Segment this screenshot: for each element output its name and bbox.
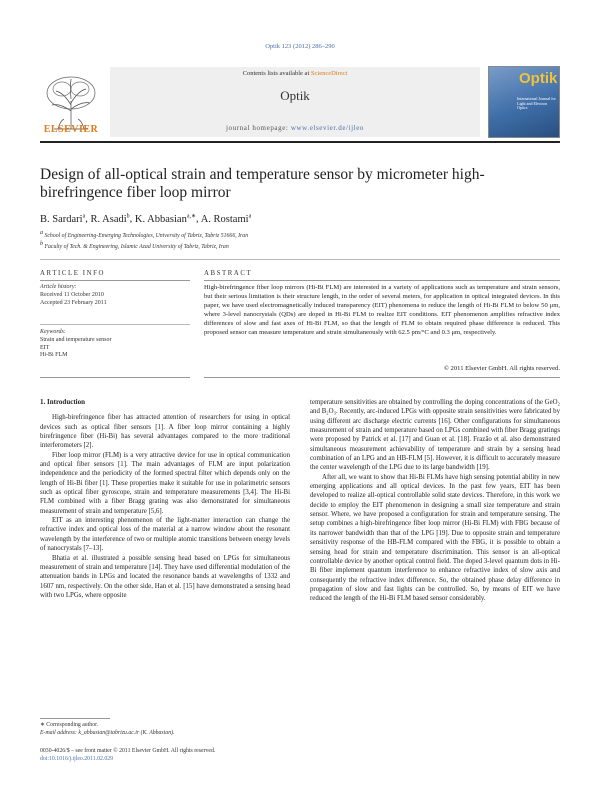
copyright-notice: © 2011 Elsevier GmbH. All rights reserved.	[443, 365, 560, 372]
author-name: K. Abbasian	[134, 213, 187, 225]
section-heading: 1. Introduction	[40, 398, 85, 406]
article-history	[40, 284, 190, 307]
affiliation-sup: b	[40, 240, 43, 247]
issn-line: 0030-4026/$ – see front matter © 2011 Elsevier GmbH. All rights reserved.	[40, 748, 216, 754]
affiliation-text: School of Engineering-Emerging Technologies, University of Tabriz, Tabriz 51666, Iran	[44, 232, 249, 239]
journal-homepage	[110, 124, 480, 132]
affiliation-text: Faculty of Tech. & Engineering, Islamic Azad University of Tabriz, Tabriz, Iran	[44, 243, 229, 250]
author-name: B. Sardari	[40, 213, 83, 225]
author-sup: b	[126, 213, 130, 219]
divider	[204, 377, 560, 378]
elsevier-wordmark: ELSEVIER	[43, 124, 99, 135]
author[interactable]	[40, 214, 85, 225]
article-info-heading: ARTICLE INFO	[40, 270, 106, 277]
doi-link[interactable]: doi:10.1016/j.ijleo.2011.02.029	[40, 755, 114, 762]
paragraph: Bhatia et al. illustrated a possible sensing head based on LPGs for simultaneous measurement of strain and temperature [14]. They have used differential modulation of the attenuation bands in LPGs and located the resonance bands at wavelengths of 1332 and 1607 nm, respectively. On the other side, Han et al. [15] have demonstrated a sensing head with two LPGs, where opposite	[40, 554, 290, 599]
homepage-prefix: journal homepage:	[225, 124, 291, 132]
author[interactable]	[135, 214, 196, 225]
paragraph: After all, we want to show that Hi-Bi FLMs have high sensing potential ability in new emerging applications and all optical devices. In the past few years, EIT has been developed to realize all-optical controllable solid state devices. Therefore, in this work we decide to employ the EIT phenomenon in designing a small size temperature and strain sensor. Where, we have proposed a configuration for strain and temperature sensing. The setup combines a high-birefringence fiber loop mirror (Hi-Bi FLM) with FBG because of its narrower bandwidth than that of the LPG [19]. Due to opposite strain and temperature sensitivity response of the HB-FLM compared with the FBG, it is possible to obtain a sensing head for strain and temperature discrimination. This sensor is an all-optical controllable device by another optical control field. The doped 3-level quantum dots in Hi-Bi fiber implement quantum interference to enhance refractive index of slow axis and consequently the refractive index difference. So, the obtained phase delay difference in propagation of slow and fast lights can be controlled. So, by means of EIT we have reduced the length of the Hi-Bi FLM based sensor considerably.	[310, 473, 560, 603]
contents-prefix: Contents lists available at	[242, 70, 311, 77]
journal-name: Optik	[280, 88, 310, 103]
footnotes	[40, 722, 290, 737]
author[interactable]	[201, 214, 252, 225]
paper-title: Design of all-optical strain and temperature sensor by micrometer high-birefringence fiber loop mirror	[40, 166, 485, 201]
paragraph: Fiber loop mirror (FLM) is a very attractive device for use in optical communication and optical fiber sensors [1]. The main advantages of FLM are input polarization independence and the periodicity of the formed spectral filter which depends only on the length of Hi-Bi fiber [1]. These properties make it suitable for use in polarimetric sensors such as optical fiber gyroscope, strain and temperature measurements [3,4]. The Hi-Bi FLM combined with a fiber Bragg grating was also demonstrated for simultaneous measurement of strain and temperature [5,6].	[40, 451, 290, 515]
author-name: A. Rostami	[200, 213, 249, 225]
body-column-right	[310, 398, 560, 604]
corresponding-author-note: ∗ Corresponding author.	[40, 722, 99, 728]
abstract-text: High-birefringence fiber loop mirrors (Hi-Bi FLM) are interested in a variety of applications such as temperature and strain sensors, but their serious limitation is their structure length, in the order of several meters, for application in optical integrated devices. In this paper, we have used electromagnetically induced transparency (EIT) phenomena to reduce the length of Hi-Bi FLM to below 50 μm, where 3-level nanocrystals (QDs) are doped in Hi-Bi FLM to realize EIT conditions. EIT phenomenon amplifies refractive index differences of slow and fast axes of Hi-Bi FLM, so that the length of FLM to obtain required phase difference is reduced. This proposed sensor can measure temperature and strain simultaneously with 62.5 pm/°C and 0.3 μm, respectively.	[204, 284, 560, 337]
affiliation	[40, 229, 560, 240]
keyword: Strain and temperature sensor	[40, 336, 112, 343]
affiliation-sup: a	[40, 230, 43, 236]
footnote-divider	[40, 718, 110, 719]
affiliations	[40, 229, 560, 251]
author-sup: a	[248, 213, 252, 219]
sciencedirect-link[interactable]: ScienceDirect	[310, 70, 348, 77]
history-label: Article history:	[40, 284, 77, 290]
divider	[40, 324, 190, 325]
cover-title: Optik	[519, 70, 558, 87]
keyword: Hi-Bi FLM	[40, 352, 68, 359]
author-list: B. Sardari$^a$, R. Asadi$^b$, K. Abbasian$^{a,∗}$, A. Rostami$^a$	[40, 213, 252, 225]
tree-icon	[47, 77, 95, 129]
abstract-heading: ABSTRACT	[204, 270, 253, 277]
keyword: EIT	[40, 344, 50, 351]
divider	[204, 280, 560, 281]
paragraph: temperature sensitivities are obtained by controlling the doping concentrations of the GeO₂ and B₂O₃. Recently, arc-induced LPGs with opposite strain sensitivities were fabricated by using different arc discharge electric currents [16]. Other configurations for simultaneous measurement of strain and temperature based on LPGs combined with fiber Bragg gratings were proposed by Patrick et al. [17] and Guan et al. [18]. Frazão et al. also demonstrated simultaneous measurement achievability of temperature and strain by a sensing head combination of an LPG and an HB-FLM [5]. However, it is difficult to accurately measure the center wavelength of the LPG due to its large bandwidth [19].	[310, 399, 560, 472]
author-name: R. Asadi	[90, 213, 127, 225]
divider	[40, 259, 560, 260]
keywords	[40, 329, 190, 360]
divider	[40, 280, 190, 281]
author-sup: a	[82, 213, 86, 219]
keywords-label: Keywords:	[40, 329, 66, 335]
paragraph: EIT as an interesting phenomenon of the light-matter interaction can change the refractive index and optical loss of the material at a narrow window about the resonant wavelength by the interference of two or multiple atomic transitions between energy levels of nanocrystals [7–13].	[40, 517, 290, 553]
affiliation	[40, 240, 560, 251]
divider	[40, 377, 190, 378]
publication-info	[40, 748, 290, 763]
contents-line	[110, 70, 480, 77]
author-sup: a,∗	[186, 213, 197, 219]
journal-cover-thumbnail[interactable]	[488, 66, 560, 138]
journal-reference[interactable]: Optik 123 (2012) 286–290	[265, 43, 335, 50]
body-column-left	[40, 398, 290, 600]
header-divider	[40, 141, 560, 143]
paragraph: High-birefringence fiber has attracted attention of researchers for using in optical devices such as optical fiber sensors [1]. A fiber loop mirror containing a highly birefringence fiber (Hi-Bi) has several advantages compared to the more traditional interferometers [2].	[40, 414, 290, 450]
email-address[interactable]: E-mail address: k_abbasian@tabrizu.ac.ir (K. Abbasian).	[40, 729, 175, 736]
homepage-link[interactable]: www.elsevier.de/ijleo	[290, 124, 365, 132]
accepted-date: Accepted 23 February 2011	[40, 299, 107, 306]
cover-subtitle: International Journal for Light and Electron Optics	[517, 96, 556, 110]
received-date: Received 11 October 2010	[40, 291, 104, 298]
author[interactable]	[91, 214, 130, 225]
